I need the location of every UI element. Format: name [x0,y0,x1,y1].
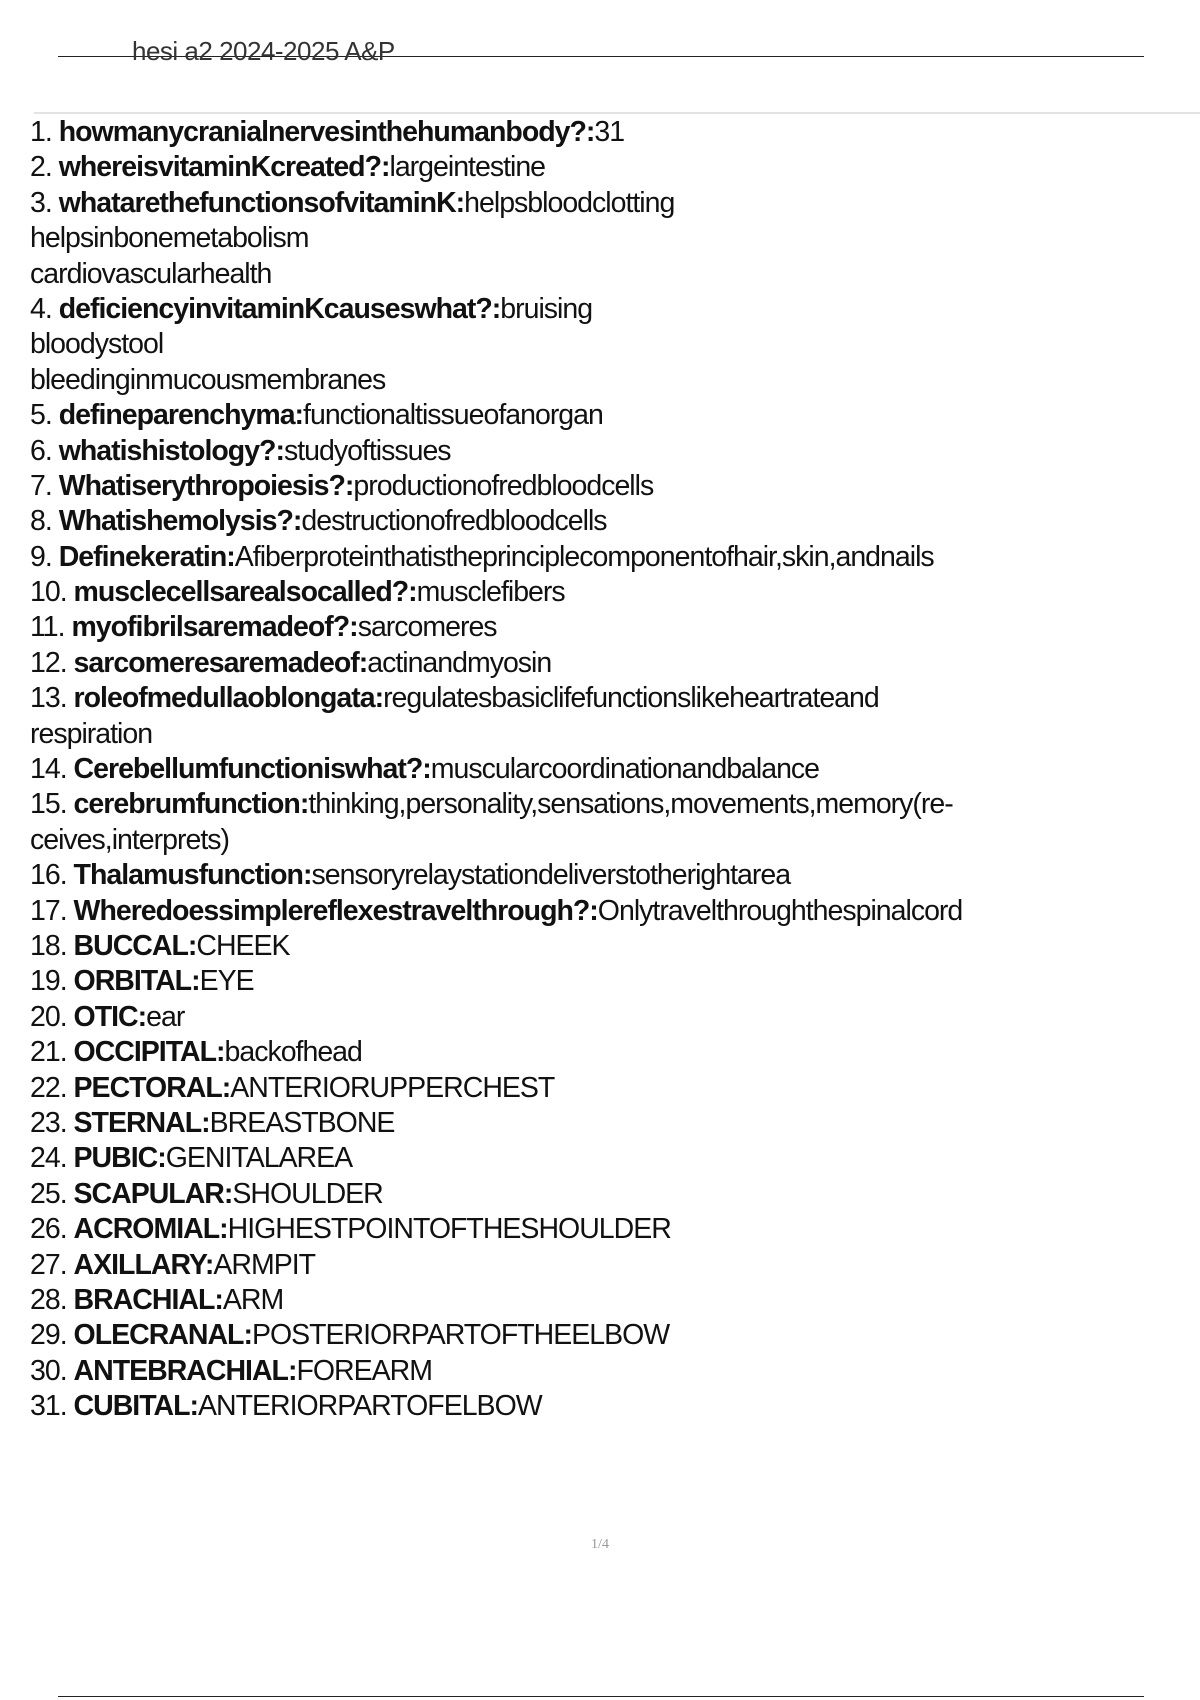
qa-line [30,1000,1180,1035]
answer-text: GENITALAREA [165,1142,353,1175]
answer-text: regulatesbasiclifefunctionslikeheartrateand [383,682,879,715]
qa-line [30,1106,1180,1141]
answer-text: SHOULDER [232,1177,383,1210]
item-number: 20. [30,1000,67,1033]
item-number: 31. [30,1390,67,1423]
question-term: AXILLARY: [73,1248,214,1281]
answer-text: Afiberproteinthatistheprinciplecomponentofhair,skin,andnails [234,540,934,573]
question-term: ORBITAL: [73,965,200,998]
answer-text: CHEEK [196,929,290,962]
qa-line [30,964,1180,999]
question-term: PUBIC: [73,1142,166,1175]
qa-line [30,1071,1180,1106]
answer-text: sarcomeres [357,611,497,644]
answer-text: respiration [30,717,153,750]
question-term: deficiencyinvitaminKcauseswhat?: [58,292,501,325]
item-number: 30. [30,1354,67,1387]
question-term: myofibrilsaremadeof?: [71,611,358,644]
qa-line [30,540,1180,575]
item-number: 15. [30,788,67,821]
qa-line [30,929,1180,964]
qa-line [30,363,1180,398]
qa-line [30,752,1180,787]
item-number: 29. [30,1319,67,1352]
qa-line [30,717,1180,752]
document-title: hesi a2 2024-2025 A&P [132,36,395,66]
item-number: 12. [30,646,67,679]
qa-line [30,823,1180,858]
qa-line [30,186,1180,221]
question-term: Whatishemolysis?: [58,505,302,538]
answer-text: ANTERIORUPPERCHEST [230,1071,555,1104]
question-term: sarcomeresaremadeof: [73,646,368,679]
footer-rule [58,1696,1144,1697]
qa-line [30,575,1180,610]
answer-text: musclefibers [416,576,565,609]
answer-text: bloodystool [30,328,164,361]
item-number: 24. [30,1142,67,1175]
item-number: 25. [30,1177,67,1210]
answer-text: 31 [594,116,625,148]
answer-text: sensoryrelaystationdeliverstotherightarea [311,859,791,892]
answer-text: studyoftissues [283,434,451,467]
answer-text: backofhead [224,1036,362,1069]
question-term: roleofmedullaoblongata: [73,682,384,715]
qa-line [30,1248,1180,1283]
item-number: 21. [30,1036,67,1069]
answer-text: ARM [222,1283,284,1316]
question-term: Thalamusfunction: [73,859,312,892]
item-number: 19. [30,965,67,998]
question-term: cerebrumfunction: [73,788,309,821]
qa-line [30,1212,1180,1247]
item-number: 17. [30,894,67,927]
answer-text: ceives,interprets) [30,823,229,856]
question-term: whatishistology?: [58,434,284,467]
answer-text: cardiovascularhealth [30,257,272,290]
divider-line [34,112,1200,114]
qa-line [30,1035,1180,1070]
qa-line [30,221,1180,256]
question-term: ACROMIAL: [73,1213,228,1246]
item-number: 8. [30,505,52,538]
qa-line [30,469,1180,504]
item-number: 4. [30,292,52,325]
item-number: 26. [30,1213,67,1246]
qa-line [30,1354,1180,1389]
answer-text: actinandmyosin [367,646,552,679]
answer-text: largeintestine [389,151,546,184]
item-number: 23. [30,1106,67,1139]
question-term: BUCCAL: [73,929,197,962]
question-term: defineparenchyma: [58,399,304,432]
question-term: STERNAL: [73,1106,210,1139]
qa-line [30,1177,1180,1212]
item-number: 7. [30,469,52,502]
item-number: 5. [30,399,52,432]
qa-list [30,115,1180,1424]
answer-text: functionaltissueofanorgan [303,399,603,432]
answer-text: BREASTBONE [209,1106,395,1139]
answer-text: destructionofredbloodcells [301,505,607,538]
answer-text: FOREARM [296,1354,432,1387]
item-number: 27. [30,1248,67,1281]
item-number: 10. [30,576,67,609]
question-term: Definekeratin: [58,540,235,573]
qa-line [30,894,1180,929]
qa-line [30,257,1180,292]
qa-line [30,292,1180,327]
qa-line [30,150,1180,185]
item-number: 18. [30,929,67,962]
qa-line [30,1283,1180,1318]
question-term: CUBITAL: [73,1390,198,1423]
answer-text: ANTERIORPARTOFELBOW [198,1390,542,1423]
answer-text: Onlytravelthroughthespinalcord [597,894,963,927]
question-term: Whatiserythropoiesis?: [58,469,354,502]
item-number: 6. [30,434,52,467]
item-number: 2. [30,151,52,184]
item-number: 28. [30,1283,67,1316]
answer-text: POSTERIORPARTOFTHEELBOW [251,1319,670,1352]
qa-line [30,327,1180,362]
page-header [58,36,1144,66]
answer-text: productionofredbloodcells [353,469,654,502]
question-term: whereisvitaminKcreated?: [58,151,390,184]
question-term: Cerebellumfunctioniswhat?: [73,753,431,786]
item-number: 22. [30,1071,67,1104]
page-number: 1/4 [591,1537,609,1552]
answer-text: muscularcoordinationandbalance [430,753,820,786]
item-number: 14. [30,753,67,786]
answer-text: ARMPIT [213,1248,316,1281]
qa-line [30,1389,1180,1424]
question-term: Wheredoessimplereflexestravelthrough?: [73,894,598,927]
question-term: SCAPULAR: [73,1177,233,1210]
item-number: 16. [30,859,67,892]
qa-line [30,858,1180,893]
answer-text: thinking,personality,sensations,movements,memory(re- [308,788,953,821]
question-term: howmanycranialnervesinthehumanbody?: [58,116,595,148]
qa-line [30,610,1180,645]
item-number: 13. [30,682,67,715]
qa-line [30,115,1180,150]
answer-text: bleedinginmucousmembranes [30,363,386,396]
answer-text: ear [146,1000,185,1033]
qa-line [30,1318,1180,1353]
answer-text: helpsinbonemetabolism [30,222,309,255]
question-term: OLECRANAL: [73,1319,252,1352]
qa-line [30,434,1180,469]
qa-line [30,1141,1180,1176]
item-number: 3. [30,186,52,219]
question-term: BRACHIAL: [73,1283,223,1316]
question-term: musclecellsarealsocalled?: [73,576,417,609]
qa-line [30,787,1180,822]
qa-line [30,646,1180,681]
item-number: 11. [30,611,65,644]
qa-line [30,504,1180,539]
question-term: OCCIPITAL: [73,1036,225,1069]
question-term: ANTEBRACHIAL: [73,1354,297,1387]
question-term: PECTORAL: [73,1071,231,1104]
item-number: 1. [30,116,52,148]
answer-text: EYE [199,965,254,998]
qa-line [30,681,1180,716]
answer-text: helpsbloodclotting [464,186,675,219]
question-term: OTIC: [73,1000,147,1033]
answer-text: HIGHESTPOINTOFTHESHOULDER [227,1213,671,1246]
item-number: 9. [30,540,52,573]
question-term: whatarethefunctionsofvitaminK: [58,186,465,219]
answer-text: bruising [500,292,593,325]
qa-line [30,398,1180,433]
